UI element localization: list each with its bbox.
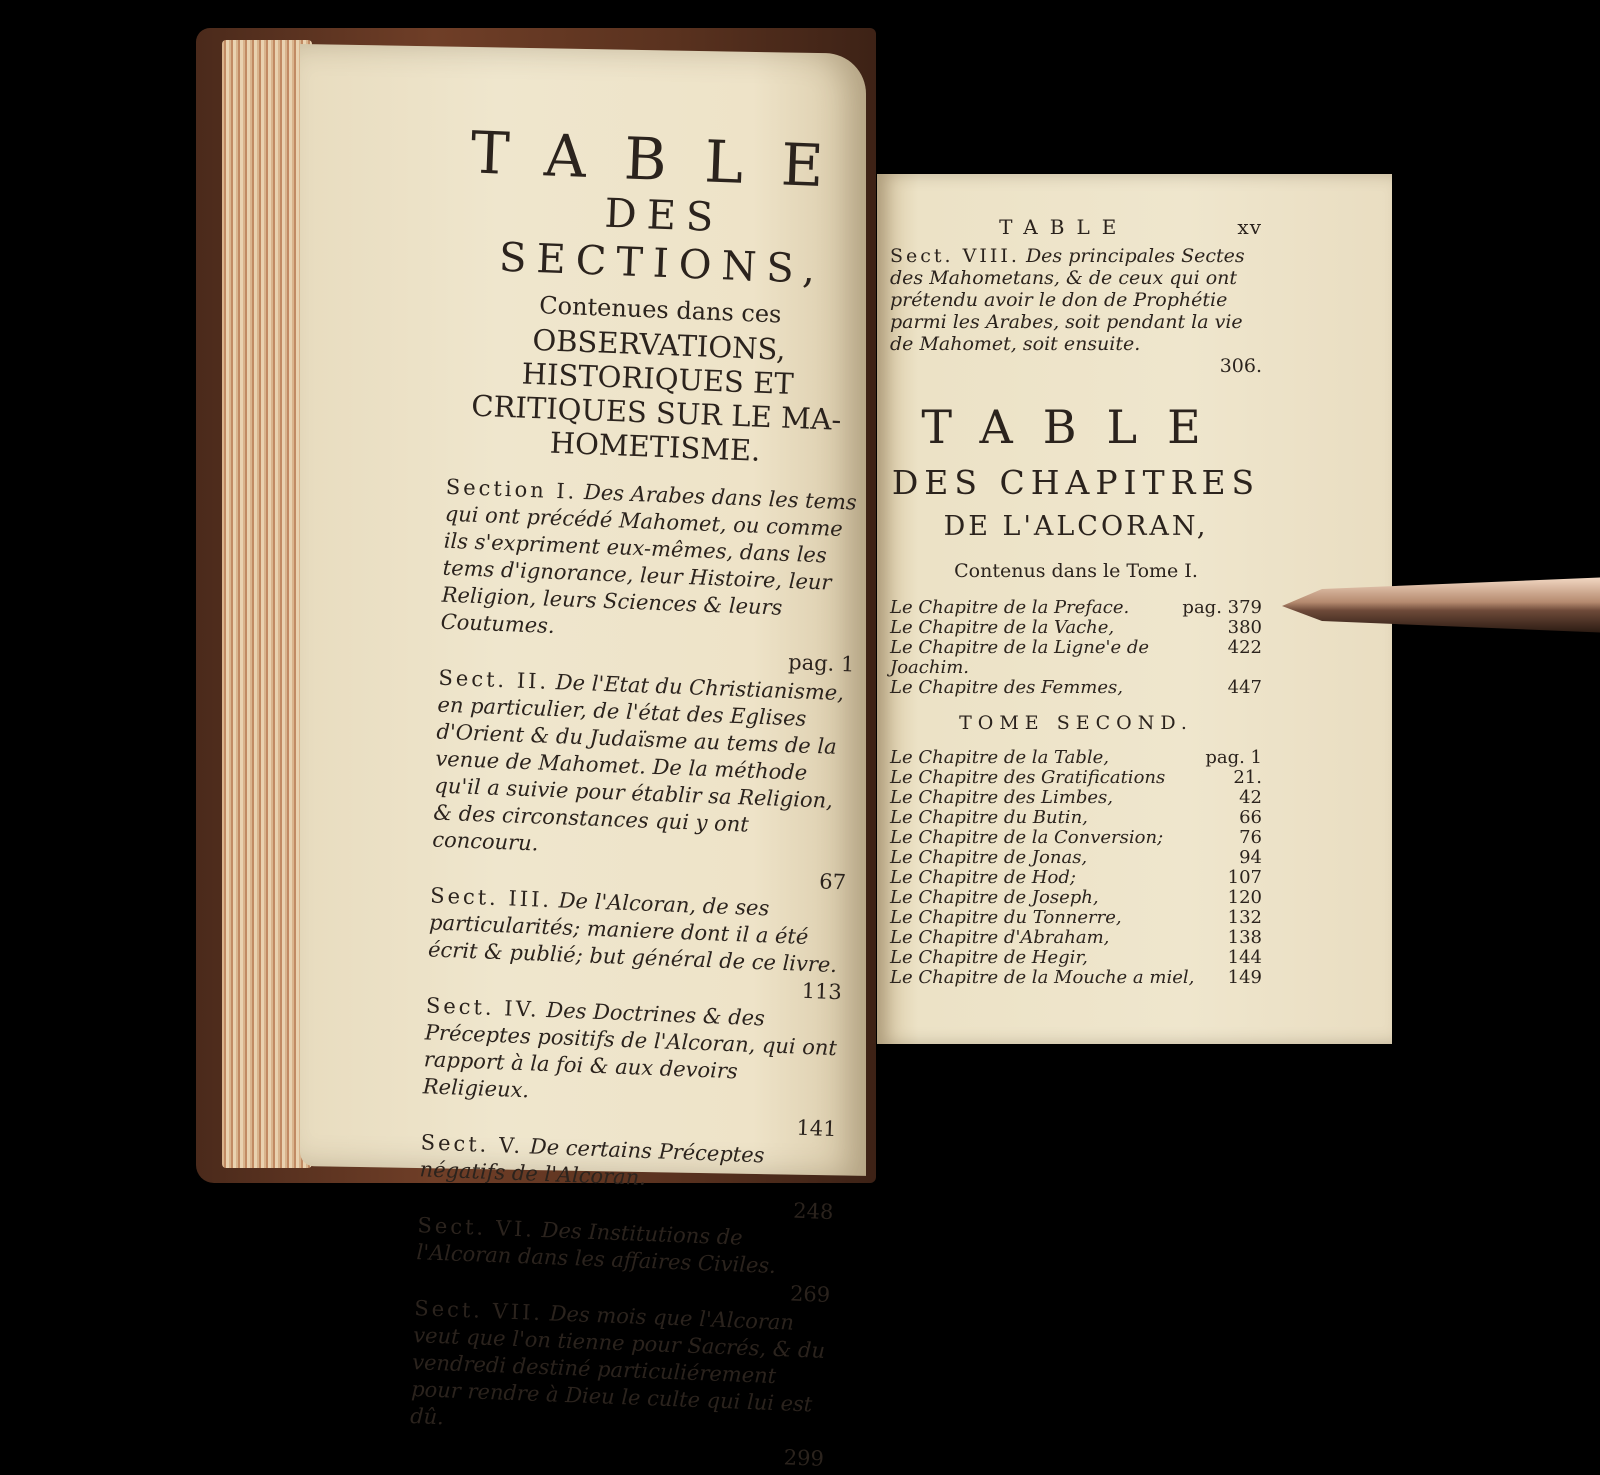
right-title: TABLE bbox=[921, 400, 1231, 454]
chapter-page: 107 bbox=[1227, 867, 1262, 888]
chapter-entry bbox=[890, 618, 1262, 638]
running-head bbox=[890, 215, 1262, 239]
section-entry-8 bbox=[890, 245, 1262, 377]
chapter-entry bbox=[890, 848, 1262, 868]
chapter-title: Le Chapitre de la Ligne'e de Joachim. bbox=[890, 637, 1149, 678]
chapter-title: Le Chapitre de Hod; bbox=[890, 867, 1076, 888]
section-label: Sect. II. bbox=[438, 665, 550, 694]
chapter-title: Le Chapitre de la Table, bbox=[890, 747, 1110, 768]
section-page: 306. bbox=[1219, 355, 1262, 377]
chapter-title: Le Chapitre de la Vache, bbox=[890, 617, 1115, 638]
chapter-title: Le Chapitre des Femmes, bbox=[890, 677, 1123, 698]
chapter-page: 380 bbox=[1227, 617, 1262, 638]
tome2-chapter-list bbox=[890, 748, 1262, 988]
chapter-page: 447 bbox=[1227, 677, 1262, 698]
section-page: 248 bbox=[792, 1198, 834, 1225]
chapter-page: 76 bbox=[1239, 827, 1262, 848]
chapter-page: 66 bbox=[1239, 807, 1262, 828]
chapter-title: Le Chapitre de la Conversion; bbox=[890, 827, 1164, 848]
chapter-entry bbox=[890, 968, 1262, 988]
chapter-entry bbox=[890, 748, 1262, 768]
page-folio: xv bbox=[1237, 215, 1262, 239]
chapter-page: 21. bbox=[1233, 767, 1262, 788]
chapter-entry bbox=[890, 638, 1262, 678]
section-text: De l'Alcoran, de ses particularités; maniere dont il a été écrit & publié; but général de ce livre. bbox=[427, 888, 838, 978]
section-label: Sect. VIII. bbox=[890, 245, 1020, 267]
chapter-entry bbox=[890, 808, 1262, 828]
right-page-content bbox=[890, 215, 1262, 988]
section-label: Sect. V. bbox=[420, 1130, 524, 1159]
section-entry bbox=[431, 665, 854, 897]
right-subtitle-2: DE L'ALCORAN, bbox=[943, 511, 1209, 542]
running-head-title: TABLE bbox=[999, 215, 1129, 239]
section-label: Sect. VII. bbox=[413, 1296, 544, 1326]
chapter-entry bbox=[890, 678, 1262, 698]
section-label: Sect. IV. bbox=[425, 993, 541, 1022]
right-contenus: Contenus dans le Tome I. bbox=[954, 560, 1198, 582]
section-text: Des Arabes dans les tems qui ont précédé Mahomet, ou comme ils s'expriment eux-mêmes, dans les tems d'ignorance, leur Histoire, leur Religion, leurs Sciences & leurs Coutumes. bbox=[440, 480, 858, 638]
chapter-title: Le Chapitre des Gratifications bbox=[890, 767, 1166, 788]
chapter-entry bbox=[890, 768, 1262, 788]
tome1-chapter-list bbox=[890, 598, 1262, 698]
chapter-entry bbox=[890, 598, 1262, 618]
section-entry bbox=[415, 1212, 833, 1309]
chapter-entry bbox=[890, 928, 1262, 948]
chapter-entry bbox=[890, 888, 1262, 908]
chapter-page: 144 bbox=[1227, 947, 1262, 968]
chapter-page: pag. 1 bbox=[1205, 747, 1262, 768]
section-entry bbox=[439, 474, 861, 679]
chapter-page: 42 bbox=[1239, 787, 1262, 808]
chapter-title: Le Chapitre du Butin, bbox=[890, 807, 1088, 828]
chapter-entry bbox=[890, 948, 1262, 968]
tome-second-heading: TOME SECOND. bbox=[959, 712, 1193, 734]
section-entry bbox=[409, 1295, 830, 1473]
chapter-title: Le Chapitre des Limbes, bbox=[890, 787, 1113, 808]
section-text: Des Institutions de l'Alcoran dans les affaires Civiles. bbox=[416, 1217, 777, 1278]
section-label: Sect. III. bbox=[429, 883, 553, 913]
chapter-title: Le Chapitre d'Abraham, bbox=[890, 927, 1110, 948]
chapter-entry bbox=[890, 908, 1262, 928]
left-subtitle: DES SECTIONS, bbox=[498, 190, 826, 294]
section-page: 269 bbox=[789, 1281, 831, 1308]
chapter-title: Le Chapitre de Jonas, bbox=[890, 847, 1088, 868]
section-page: pag. 1 bbox=[787, 650, 855, 677]
section-text: De certains Préceptes négatifs de l'Alcoran. bbox=[419, 1134, 765, 1190]
right-subtitle: DES CHAPITRES bbox=[891, 463, 1261, 502]
chapter-page: 149 bbox=[1227, 967, 1262, 988]
section-list bbox=[409, 474, 861, 1473]
left-observations: OBSERVATIONS, HISTORIQUES ET CRITIQUES SUR LE MA- HOMETISME. bbox=[470, 322, 843, 468]
section-entry bbox=[427, 882, 846, 1006]
left-contenues: Contenues dans ces bbox=[538, 291, 782, 329]
chapter-page: 422 bbox=[1227, 637, 1262, 658]
chapter-entry bbox=[890, 788, 1262, 808]
chapter-title: Le Chapitre du Tonnerre, bbox=[890, 907, 1122, 928]
section-page: 299 bbox=[783, 1445, 825, 1471]
section-label: Section I. bbox=[445, 474, 578, 504]
section-text: Des principales Sectes des Mahometans, & de ceux qui ont prétendu avoir le don de Prophétie parmi les Arabes, soit pendant la vie de Mahomet, soit ensuite. bbox=[890, 245, 1245, 355]
page-edges bbox=[222, 40, 312, 1168]
chapter-title: Le Chapitre de Joseph, bbox=[890, 887, 1099, 908]
chapter-title: Le Chapitre de Hegir, bbox=[890, 947, 1088, 968]
letter-opener-blade bbox=[1282, 575, 1600, 637]
chapter-entry bbox=[890, 828, 1262, 848]
chapter-page: pag. 379 bbox=[1182, 597, 1262, 618]
section-page: 67 bbox=[818, 869, 847, 895]
left-page-content bbox=[409, 120, 875, 1475]
chapter-page: 120 bbox=[1227, 887, 1262, 908]
chapter-entry bbox=[890, 868, 1262, 888]
section-entry bbox=[421, 992, 841, 1143]
chapter-page: 94 bbox=[1239, 847, 1262, 868]
section-text: Des mois que l'Alcoran veut que l'on tienne pour Sacrés, & du vendredi destiné particuliérement pour rendre à Dieu le culte qui lui est dû. bbox=[409, 1301, 826, 1430]
chapter-title: Le Chapitre de la Preface. bbox=[890, 597, 1130, 618]
section-page: 113 bbox=[801, 978, 843, 1005]
chapter-title: Le Chapitre de la Mouche a miel, bbox=[890, 967, 1195, 988]
section-label: Sect. VI. bbox=[417, 1213, 536, 1242]
section-entry bbox=[418, 1129, 836, 1226]
left-title: TABLE bbox=[469, 118, 863, 202]
chapter-page: 132 bbox=[1227, 907, 1262, 928]
section-page: 141 bbox=[796, 1115, 837, 1142]
chapter-page: 138 bbox=[1227, 927, 1262, 948]
section-text: Des Doctrines & des Préceptes positifs de l'Alcoran, qui ont rapport à la foi & aux devoirs Religieux. bbox=[422, 997, 838, 1103]
section-text: De l'Etat du Christianisme, en particulier, de l'état des Eglises d'Orient & du Judaïsme au tems de la venue de Mahomet. De la méthode qu'il a suivie pour établir sa Religion, & des circonstances qui y ont concouru. bbox=[431, 670, 845, 856]
